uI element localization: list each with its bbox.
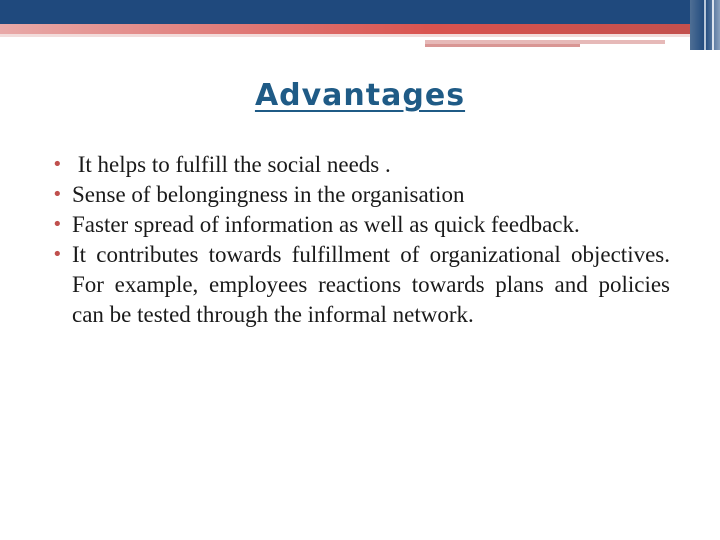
bullet-list — [52, 150, 670, 330]
bullet-text: It contributes towards fulfillment of organizational objectives. For example, employees reactions towards plans and policies can be tested through the informal network. — [72, 242, 670, 327]
header-band — [0, 0, 720, 24]
bullet-icon: • — [52, 184, 63, 205]
list-item — [52, 210, 670, 240]
header-stripe — [0, 24, 720, 34]
bullet-icon: • — [52, 214, 63, 235]
list-item — [52, 180, 670, 210]
header-stripe-light — [0, 34, 720, 37]
slide-title-text: Advantages — [254, 78, 466, 113]
header-corner-line — [704, 0, 706, 50]
bullet-text: Faster spread of information as well as quick feedback. — [72, 212, 580, 237]
slide-title — [0, 78, 720, 113]
header-corner-line-light — [712, 0, 714, 50]
list-item — [52, 150, 670, 180]
bullet-text: Sense of belongingness in the organisation — [72, 182, 465, 207]
bullet-text: It helps to fulfill the social needs . — [72, 152, 391, 177]
bullet-icon: • — [52, 154, 63, 175]
list-item — [52, 240, 670, 330]
header-accent-line-short — [425, 44, 580, 47]
bullet-icon: • — [52, 244, 63, 265]
